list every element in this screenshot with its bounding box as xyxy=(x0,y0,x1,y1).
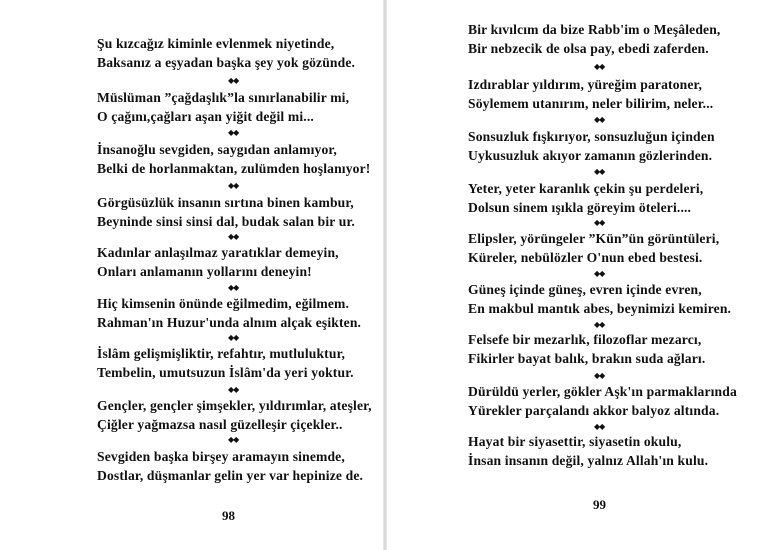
verse-line: Sonsuzluk fışkırıyor, sonsuzluğun içinden xyxy=(468,129,715,144)
verse-line: Bir nebzecik de olsa pay, ebedi zaferden. xyxy=(468,41,709,56)
verse-line: Dürüldü yerler, gökler Aşk'ın parmaklarında xyxy=(468,384,737,399)
verse-line: Beyninde sinsi sinsi dal, budak salan bir ur. xyxy=(97,214,355,229)
page-number: 98 xyxy=(222,508,235,523)
stanza xyxy=(468,179,703,217)
verse-line: Hayat bir siyasettir, siyasetin okulu, xyxy=(468,434,682,449)
stanza-separator: ◆◆ xyxy=(594,422,605,431)
verse-line: Onları anlamanın yollarını deneyin! xyxy=(97,264,312,279)
verse-line: Güneş içinde güneş, evren içinde evren, xyxy=(468,282,702,297)
verse-line: Kadınlar anlaşılmaz yaratıklar demeyin, xyxy=(97,245,339,260)
stanza-separator: ◆◆ xyxy=(228,232,239,241)
right-page xyxy=(386,0,771,550)
verse-line: Rahman'ın Huzur'unda alnım alçak eşikten. xyxy=(97,315,362,330)
verse-line: Izdırablar yıldırım, yüreğim paratoner, xyxy=(468,77,703,92)
stanza xyxy=(97,396,372,434)
verse-line: Dostlar, düşmanlar gelin yer var hepinize de. xyxy=(97,468,364,483)
verse-line: Müslüman ”çağdaşlık”la sınırlanabilir mi, xyxy=(97,90,350,105)
stanza-separator: ◆◆ xyxy=(594,218,605,227)
stanza xyxy=(97,88,349,126)
stanza xyxy=(468,330,705,368)
verse-line: Uykusuzluk akıyor zamanın gözlerinden. xyxy=(468,148,713,163)
stanza-separator: ◆◆ xyxy=(228,333,239,342)
stanza xyxy=(468,229,719,267)
verse-line: Baksanız a eşyadan başka şey yok gözünde. xyxy=(97,55,356,70)
verse-line: Küreler, nebülözler O'nun ebed bestesi. xyxy=(468,250,703,265)
verse-line: Hiç kimsenin önünde eğilmedim, eğilmem. xyxy=(97,296,350,311)
verse-line: Belki de horlanmaktan, zulümden hoşlanıyor! xyxy=(97,161,371,176)
stanza-separator: ◆◆ xyxy=(594,62,605,71)
verse-line: Söylemem utanırım, neler bilirim, neler... xyxy=(468,96,714,111)
stanza xyxy=(468,382,737,420)
stanza xyxy=(468,127,715,165)
stanza-separator: ◆◆ xyxy=(228,128,239,137)
stanza xyxy=(468,20,720,58)
verse-line: Bir kıvılcım da bize Rabb'im o Meşâleden, xyxy=(468,22,721,37)
verse-line: O çağını,çağları aşan yiğit değil mi... xyxy=(97,109,314,124)
verse-line: Sevgiden başka birşey aramayın sinemde, xyxy=(97,449,345,464)
stanza-separator: ◆◆ xyxy=(594,115,605,124)
stanza xyxy=(97,294,361,332)
verse-line: Şu kızcağız kiminle evlenmek niyetinde, xyxy=(97,36,335,51)
stanza-separator: ◆◆ xyxy=(594,320,605,329)
stanza xyxy=(468,432,708,470)
verse-line: Elipsler, yörüngeler ”Kün”ün görüntüleri, xyxy=(468,231,720,246)
stanza xyxy=(97,344,354,382)
verse-line: Dolsun sinem ışıkla göreyim öteleri.... xyxy=(468,200,692,215)
verse-line: Görgüsüzlük insanın sırtına binen kambur, xyxy=(97,195,354,210)
stanza xyxy=(468,75,713,113)
stanza-separator: ◆◆ xyxy=(228,435,239,444)
stanza xyxy=(97,140,370,178)
stanza xyxy=(97,243,339,281)
verse-line: Tembelin, umutsuzun İslâm'da yeri yoktur. xyxy=(97,365,354,380)
verse-line: İnsan insanın değil, yalnız Allah'ın kulu. xyxy=(468,453,709,468)
verse-line: Felsefe bir mezarlık, filozoflar mezarcı, xyxy=(468,332,702,347)
stanza-separator: ◆◆ xyxy=(228,181,239,190)
verse-line: İslâm gelişmişliktir, refahtır, mutluluktur, xyxy=(97,346,346,361)
verse-line: Yeter, yeter karanlık çekin şu perdeleri, xyxy=(468,181,704,196)
stanza-separator: ◆◆ xyxy=(594,371,605,380)
page-number: 99 xyxy=(593,497,606,512)
stanza-separator: ◆◆ xyxy=(228,76,239,85)
verse-line: Çiğler yağmazsa nasıl güzelleşir çiçekler.. xyxy=(97,417,343,432)
verse-line: Gençler, gençler şimşekler, yıldırımlar, ateşler, xyxy=(97,398,372,413)
stanza xyxy=(97,447,363,485)
verse-line: İnsanoğlu sevgiden, saygıdan anlamıyor, xyxy=(97,142,337,157)
stanza xyxy=(468,280,731,318)
stanza-separator: ◆◆ xyxy=(228,385,239,394)
stanza xyxy=(97,193,355,231)
verse-line: Fikirler bayat balık, brakın suda ağları. xyxy=(468,351,706,366)
stanza-separator: ◆◆ xyxy=(594,167,605,176)
stanza-separator: ◆◆ xyxy=(228,283,239,292)
verse-line: Yürekler parçalandı akkor balyoz altında. xyxy=(468,403,720,418)
stanza-separator: ◆◆ xyxy=(594,269,605,278)
left-page xyxy=(0,0,385,550)
verse-line: En makbul mantık abes, beynimizi kemiren. xyxy=(468,301,732,316)
stanza xyxy=(97,34,355,72)
